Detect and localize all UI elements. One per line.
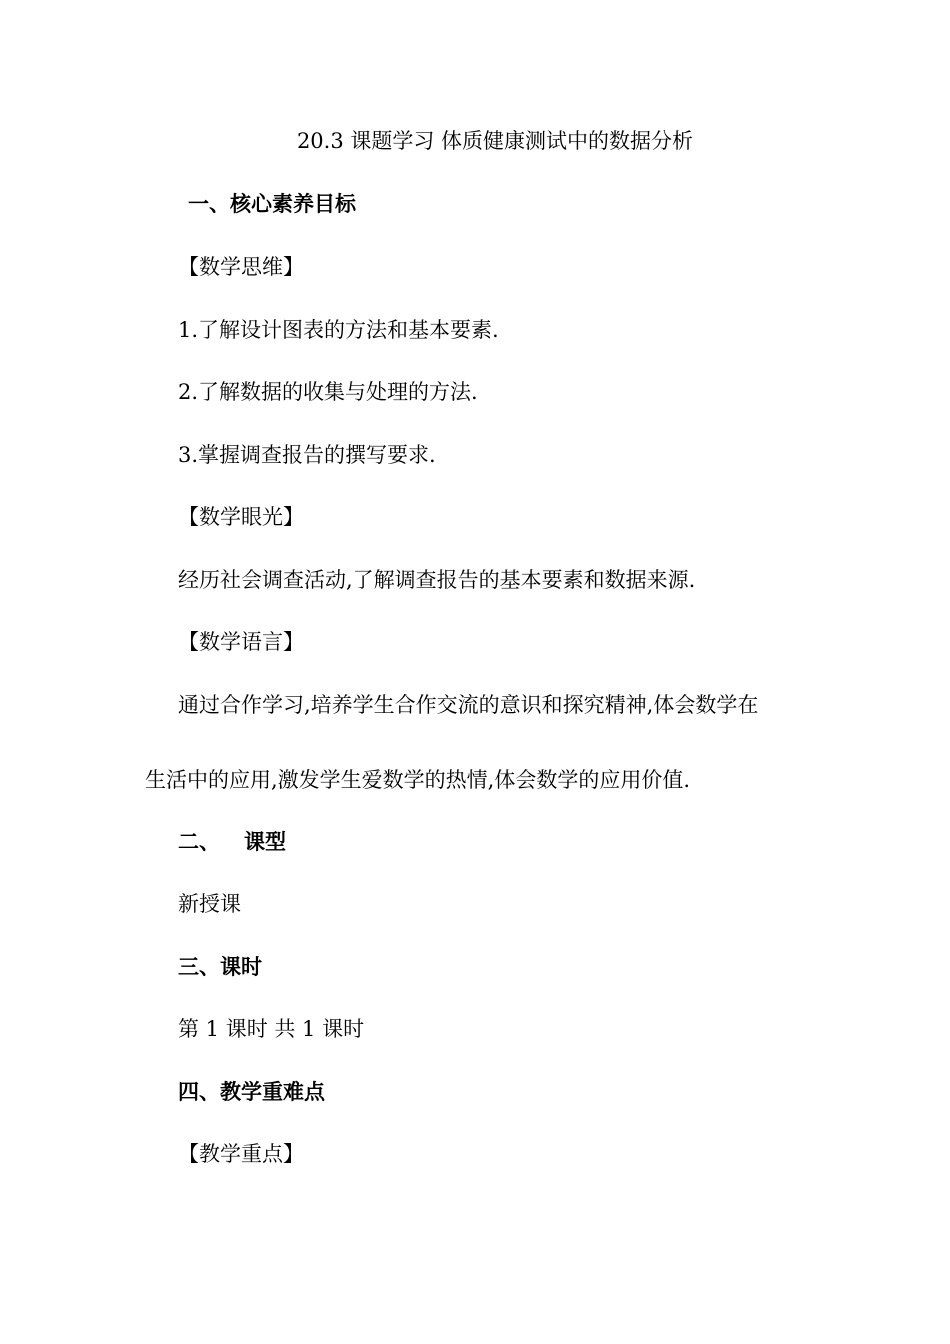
label-math-language: 【数学语言】 bbox=[178, 630, 304, 654]
thinking-item-3: 3.掌握调查报告的撰写要求. bbox=[178, 443, 436, 467]
class-hours-content: 第 1 课时 共 1 课时 bbox=[178, 1017, 365, 1041]
section-heading-lesson-type: 课型 bbox=[244, 830, 286, 854]
language-text-line-1: 通过合作学习,培养学生合作交流的意识和探究精神,体会数学在 bbox=[178, 693, 759, 717]
section-heading-lesson-type-number: 二、 bbox=[178, 830, 220, 854]
vision-text: 经历社会调查活动,了解调查报告的基本要素和数据来源. bbox=[178, 568, 696, 592]
label-math-thinking: 【数学思维】 bbox=[178, 255, 304, 279]
document-title: 20.3 课题学习 体质健康测试中的数据分析 bbox=[296, 129, 694, 153]
language-text-line-2: 生活中的应用,激发学生爱数学的热情,体会数学的应用价值. bbox=[145, 768, 691, 792]
lesson-type-content: 新授课 bbox=[178, 892, 241, 916]
section-heading-key-points: 四、教学重难点 bbox=[178, 1080, 325, 1104]
thinking-item-2: 2.了解数据的收集与处理的方法. bbox=[178, 380, 478, 404]
section-heading-objectives: 一、核心素养目标 bbox=[188, 192, 356, 216]
label-math-vision: 【数学眼光】 bbox=[178, 505, 304, 529]
label-teaching-key-points: 【教学重点】 bbox=[178, 1142, 304, 1166]
section-heading-class-hours: 三、课时 bbox=[178, 955, 262, 979]
thinking-item-1: 1.了解设计图表的方法和基本要素. bbox=[178, 318, 499, 342]
